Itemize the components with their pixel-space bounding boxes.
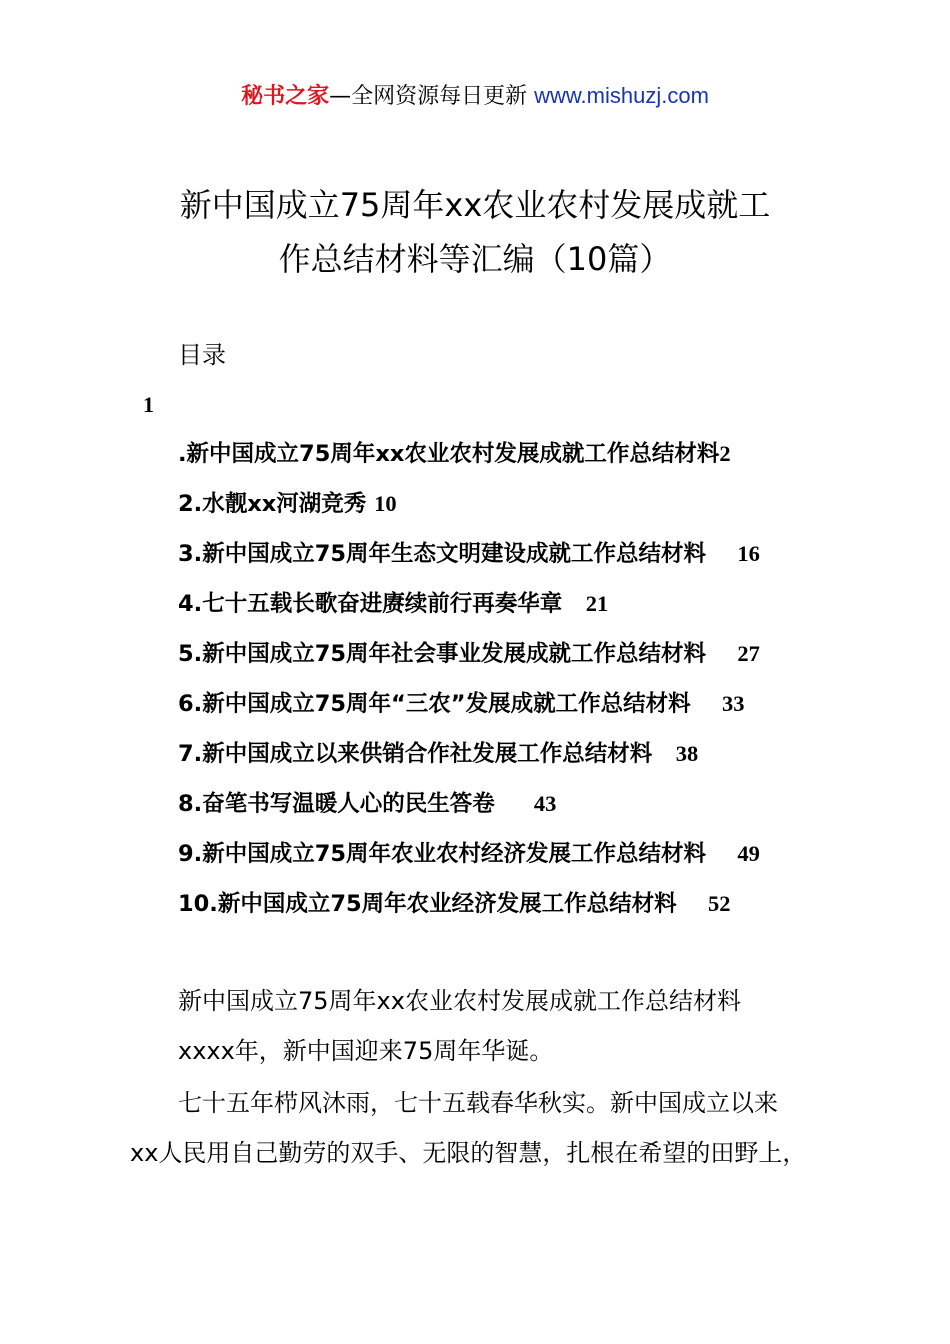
- toc-first-number: 1: [143, 392, 154, 417]
- toc-item-title: 9.新中国成立75周年农业农村经济发展工作总结材料: [178, 841, 707, 867]
- toc-item-4[interactable]: [178, 586, 838, 636]
- toc-item-page: 16: [737, 541, 760, 566]
- body-paragraph-2-line-1: 七十五年栉风沐雨，七十五载春华秋实。新中国成立以来: [178, 1089, 778, 1117]
- site-url-link[interactable]: www.mishuzj.com: [534, 83, 709, 108]
- toc-item-page: 33: [721, 691, 745, 716]
- toc-item-page: 49: [737, 841, 760, 866]
- toc-item-page: 52: [708, 891, 731, 916]
- toc-item-1[interactable]: [178, 436, 838, 486]
- body-paragraph-2-line-2: xx人民用自己勤劳的双手、无限的智慧，扎根在希望的田野上，: [130, 1139, 807, 1167]
- toc-item-3[interactable]: [178, 536, 838, 586]
- toc-item-title: 8.奋笔书写温暖人心的民生答卷: [178, 791, 495, 817]
- toc-item-title: 6.新中国成立75周年“三农”发展成就工作总结材料: [178, 691, 691, 717]
- toc-item-title: 7.新中国成立以来供销合作社发展工作总结材料: [178, 741, 653, 767]
- toc-item-page: 2: [719, 441, 731, 466]
- toc-item-title: 10.新中国成立75周年农业经济发展工作总结材料: [178, 891, 677, 917]
- toc-item-title: 4.七十五载长歌奋进赓续前行再奏华章: [178, 591, 563, 617]
- section-title: 新中国成立75周年xx农业农村发展成就工作总结材料: [178, 987, 741, 1015]
- toc-item-title: 5.新中国成立75周年社会事业发展成就工作总结材料: [178, 641, 707, 667]
- toc-item-5[interactable]: [178, 636, 838, 686]
- toc-item-title: 3.新中国成立75周年生态文明建设成就工作总结材料: [178, 541, 707, 567]
- toc-item-9[interactable]: [178, 836, 838, 886]
- toc-item-page: 43: [533, 791, 557, 816]
- body-paragraph-1: xxxx年，新中国迎来75周年华诞。: [178, 1037, 554, 1065]
- brand-name: 秘书之家: [241, 84, 330, 109]
- title-line-2: 作总结材料等汇编（10篇）: [278, 240, 672, 278]
- site-banner: [0, 80, 950, 113]
- toc-item-title: .新中国成立75周年xx农业农村发展成就工作总结材料: [178, 441, 720, 467]
- title-line-1: 新中国成立75周年xx农业农村发展成就工: [179, 186, 771, 224]
- document-title: [0, 178, 950, 286]
- toc-item-6[interactable]: [178, 686, 838, 736]
- toc-item-7[interactable]: [178, 736, 838, 786]
- toc-item-10[interactable]: [178, 886, 838, 936]
- toc-item-page: 21: [585, 591, 609, 616]
- banner-tagline: —全网资源每日更新: [329, 84, 535, 109]
- toc-item-2[interactable]: [178, 486, 838, 536]
- toc-item-8[interactable]: [178, 786, 838, 836]
- table-of-contents: [178, 436, 838, 936]
- toc-heading: 目录: [178, 341, 226, 369]
- toc-item-page: 10: [374, 491, 397, 516]
- toc-item-page: 38: [675, 741, 699, 766]
- toc-item-page: 27: [737, 641, 760, 666]
- toc-item-title: 2.水靓xx河湖竞秀: [178, 491, 367, 517]
